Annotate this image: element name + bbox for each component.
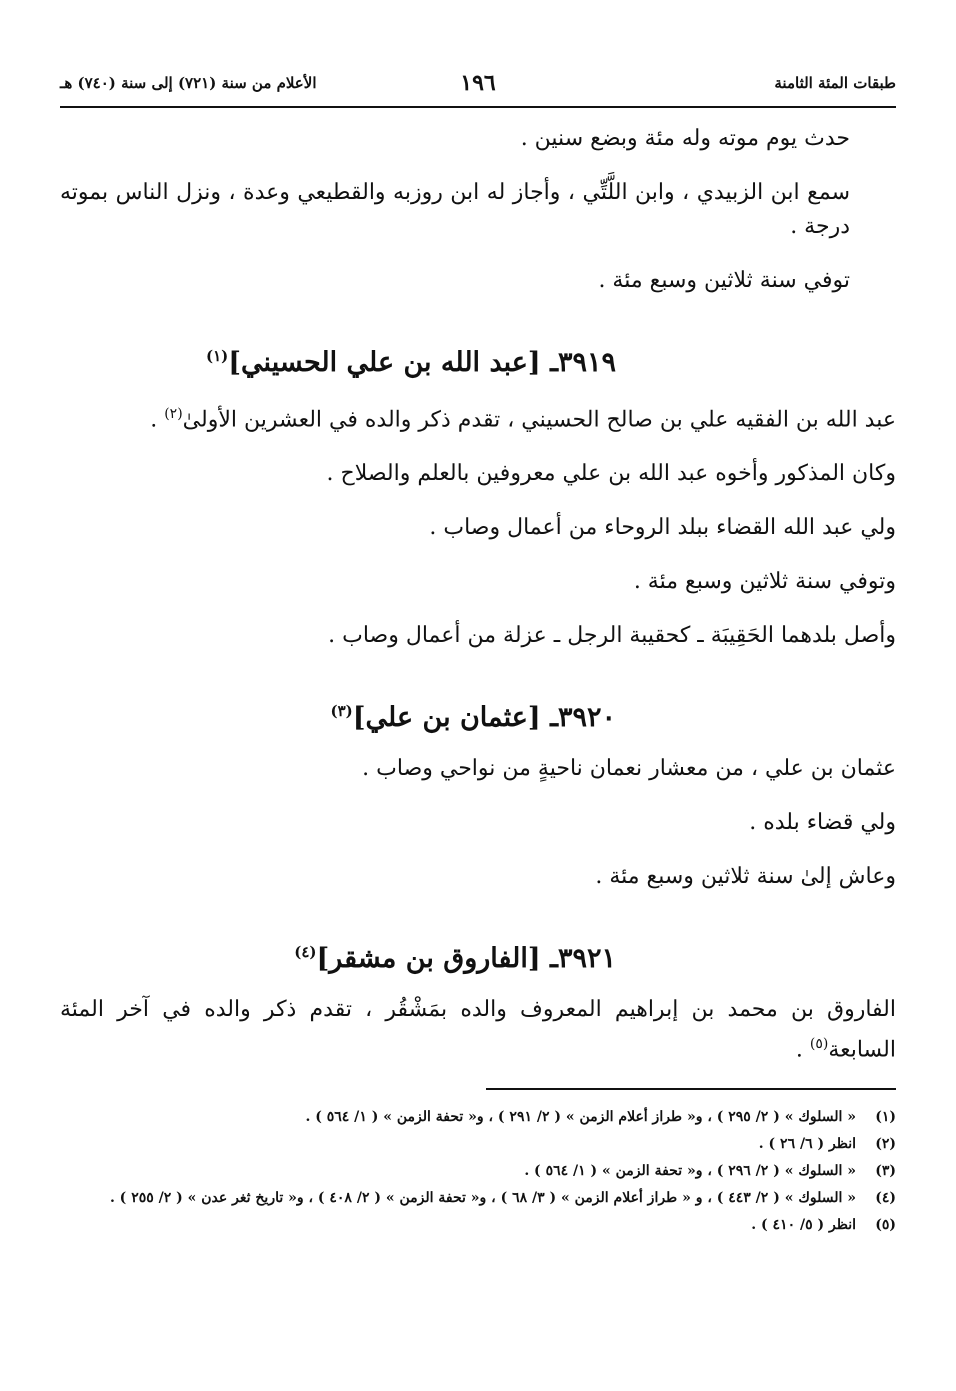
footnotes xyxy=(60,1104,896,1239)
footnote-4: (٤) « السلوك » ( ٢/ ٤٤٣ ) ، و « طراز أعلام الزمن » ( ٣/ ٦٨ ) ، و« تحفة الزمن » ( ٢/ ٤٠٨ ) ، و« تاريخ ثغر عدن » ( ٢/ ٢٥٥ ) . xyxy=(109,1189,896,1206)
page-number: ١٩٦ xyxy=(460,70,496,96)
entry-3921-paragraph-1: الفاروق بن محمد بن إبراهيم المعروف والده بمَشْقُر ، تقدم ذكر والده في آخر المئة السابعة$^{(٥)}$ . xyxy=(60,997,896,1063)
header-range: الأعلام من سنة (٧٢١) إلى سنة (٧٤٠) هـ xyxy=(60,74,317,92)
running-header xyxy=(60,70,896,108)
entry-3920-paragraph-3: وعاش إلىٰ سنة ثلاثين وسبع مئة . xyxy=(595,864,896,890)
entry-3919-paragraph-5: وأصل بلدهما الحَقِيبَة ـ كحقيبة الرجل ـ عزلة من أعمال وصاب . xyxy=(328,623,896,649)
entry-3919-paragraph-3: ولي عبد الله القضاء ببلد الروحاء من أعمال وصاب . xyxy=(429,515,896,541)
page-body xyxy=(60,108,896,1239)
footnote-1: (١) « السلوك » ( ٢/ ٢٩٥ ) ، و« طراز أعلام الزمن » ( ٢/ ٢٩١ ) ، و« تحفة الزمن » ( ١/ ٥٦٤ ) . xyxy=(305,1108,896,1125)
footnote-2: (٢) انظر ( ٦/ ٢٦ ) . xyxy=(758,1135,896,1152)
intro-paragraph-1: حدث يوم موته وله مئة وبضع سنين . xyxy=(520,126,850,151)
entry-heading-3919: ٣٩١٩ـ [عبد الله بن علي الحسيني]$^{(١)}$ xyxy=(206,347,616,378)
footnote-5: (٥) انظر ( ٥/ ٤١٠ ) . xyxy=(751,1216,896,1233)
entry-3920-paragraph-1: عثمان بن علي ، من معشار نعمان ناحيةٍ من نواحي وصاب . xyxy=(362,756,896,782)
entry-heading-3920: ٣٩٢٠ـ [عثمان بن علي]$^{(٣)}$ xyxy=(330,702,616,734)
entry-heading-3921: ٣٩٢١ـ [الفاروق بن مشقر]$^{(٤)}$ xyxy=(294,943,616,975)
footnote-separator xyxy=(486,1088,896,1090)
header-book-title: طبقات المئة الثامنة xyxy=(774,74,896,92)
entry-3919-paragraph-4: وتوفي سنة ثلاثين وسبع مئة . xyxy=(633,569,896,595)
book-page xyxy=(60,70,896,1370)
entry-3919-paragraph-2: وكان المذكور وأخوه عبد الله بن علي معروفين بالعلم والصلاح . xyxy=(326,461,896,487)
entry-3920-paragraph-2: ولي قضاء بلده . xyxy=(749,810,896,836)
intro-paragraph-2: سمع ابن الزبيدي ، وابن اللَّتِّي ، وأجاز له ابن روزبه والقطيعي وعدة ، ونزل الناس بموته درجة . xyxy=(60,180,850,239)
entry-3919-paragraph-1: عبد الله بن الفقيه علي بن صالح الحسيني ، تقدم ذكر والده في العشرين الأولىٰ$^{(٢)}$ . xyxy=(150,406,896,433)
footnote-3: (٣) « السلوك » ( ٢/ ٢٩٦ ) ، و« تحفة الزمن » ( ١/ ٥٦٤ ) . xyxy=(524,1162,896,1179)
intro-paragraph-3: توفي سنة ثلاثين وسبع مئة . xyxy=(598,268,850,293)
